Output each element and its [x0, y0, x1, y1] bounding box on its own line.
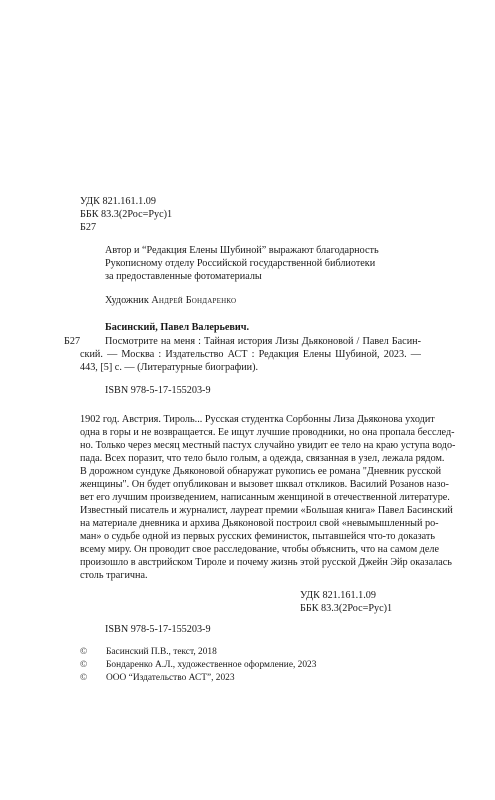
copyright-icon: © — [80, 647, 88, 657]
annotation-line-4: пада. Всех поразит, что тело было голым, а одежда, связанная в узел, лежала рядом. — [80, 453, 445, 464]
author-heading: Басинский, Павел Валерьевич. — [105, 322, 250, 333]
annotation-line-6: женщины". Он будет опубликован и вызовет шквал откликов. Василий Розанов назо- — [80, 479, 449, 490]
copyright-text: Басинский П.В., текст, 2018 — [106, 647, 217, 657]
acknowledgement-line-3: за предоставленные фотоматериалы — [105, 271, 262, 282]
bbk-code: ББК 83.3(2Рос=Рус)1 — [80, 209, 173, 220]
copyright-icon: © — [80, 673, 88, 683]
annotation-line-11: всему миру. Он проводит свое расследование, чтобы объяснить, что на самом деле — [80, 544, 439, 555]
acknowledgement-line-2: Рукописному отделу Российской государственной библиотеки — [105, 258, 376, 269]
annotation-line-12: произошло в австрийском Тироле и почему жизнь этой русской Джейн Эйр оказалась — [80, 557, 452, 568]
copyright-icon: © — [80, 660, 88, 670]
annotation-line-13: столь трагична. — [80, 570, 148, 581]
right-udk-code: УДК 821.161.1.09 — [300, 590, 376, 601]
copyright-text: ООО “Издательство АСТ”, 2023 — [106, 673, 235, 683]
author-mark: Б27 — [80, 222, 97, 233]
annotation-line-10: ман» о судьбе одной из первых русских феминисток, пытавшейся что-то доказать — [80, 531, 436, 542]
annotation-line-2: одна в горы и не возвращается. Ее ищут лучшие проводники, но она пропала бесслед- — [80, 427, 455, 438]
annotation-line-9: на материале дневника и архива Дьяконовой построил свой «невымышленный ро- — [80, 518, 439, 529]
copyright-text: Бондаренко А.Л., художественное оформление, 2023 — [106, 660, 317, 670]
annotation-line-3: но. Только через месяц местный пастух случайно увидит ее тело на краю уступа водо- — [80, 440, 456, 451]
udk-code: УДК 821.161.1.09 — [80, 196, 156, 207]
annotation-line-7: вет его лучшим произведением, написанным женщиной в отечественной литературе. — [80, 492, 450, 503]
bottom-isbn: ISBN 978-5-17-155203-9 — [105, 624, 211, 635]
illustrator-label: Художник — [105, 295, 152, 306]
bibliography-line-2: ский. — Москва : Издательство АСТ : Редакция Елены Шубиной, 2023. — — [80, 349, 421, 360]
copyright-row — [80, 646, 217, 658]
annotation-line-5: В дорожном сундуке Дьяконовой обнаружат рукопись ее романа "Дневник русской — [80, 466, 442, 477]
annotation-line-1: 1902 год. Австрия. Тироль... Русская студентка Сорбонны Лиза Дьяконова уходит — [80, 414, 435, 425]
margin-author-mark: Б27 — [64, 336, 81, 347]
bibliography-line-1: Посмотрите на меня : Тайная история Лизы Дьяконовой / Павел Басин- — [105, 336, 421, 347]
illustrator-credit — [105, 295, 236, 308]
illustrator-name: Андрей Бондаренко — [151, 295, 237, 306]
right-bbk-code: ББК 83.3(2Рос=Рус)1 — [300, 603, 393, 614]
copyright-row — [80, 672, 235, 684]
copyright-row — [80, 659, 316, 671]
isbn-record: ISBN 978-5-17-155203-9 — [105, 385, 211, 396]
bibliography-line-3: 443, [5] с. — (Литературные биографии). — [80, 362, 259, 373]
acknowledgement-line-1: Автор и “Редакция Елены Шубиной” выражают благодарность — [105, 245, 379, 256]
annotation-line-8: Известный писатель и журналист, лауреат премии «Большая книга» Павел Басинский — [80, 505, 453, 516]
